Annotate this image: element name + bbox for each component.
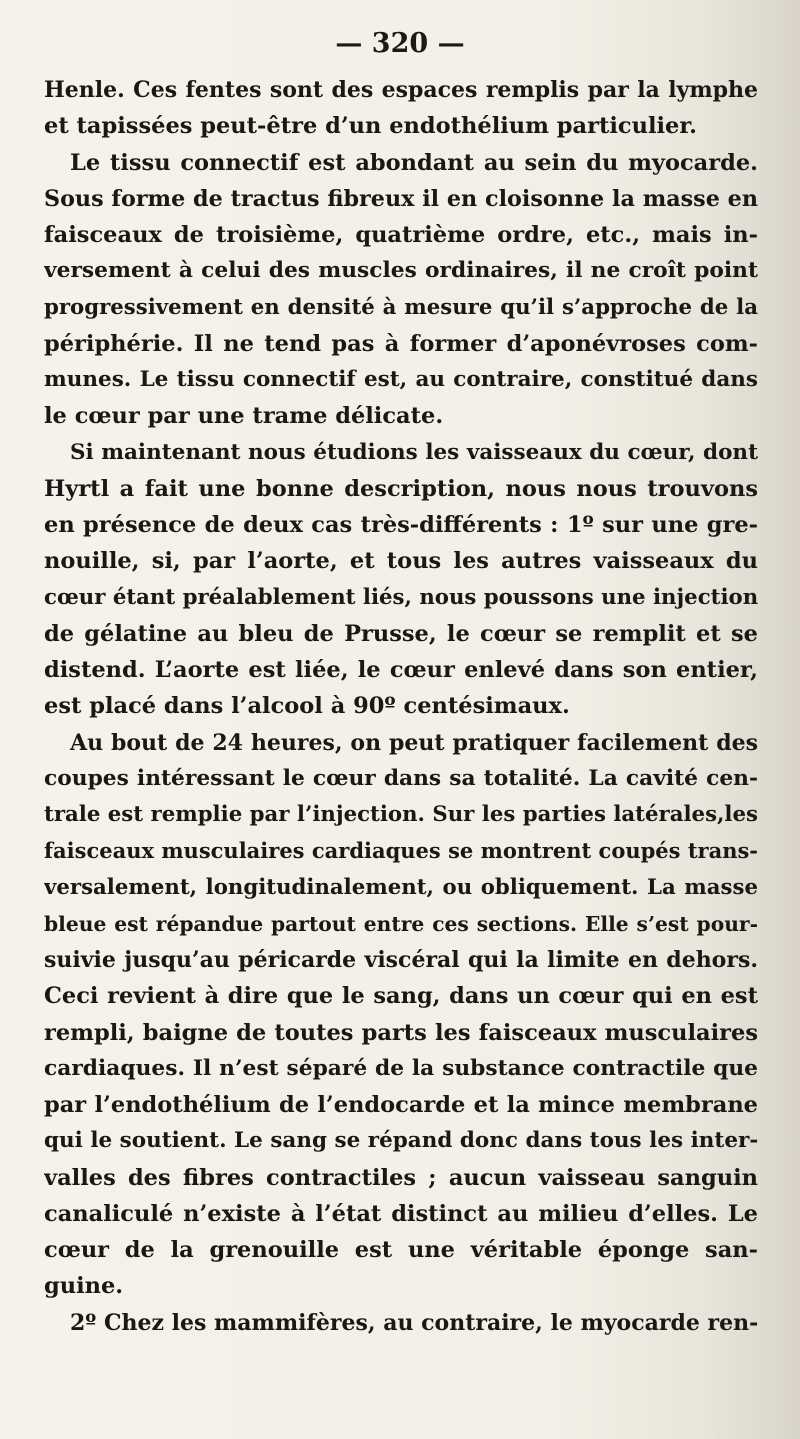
text-line: Ceci revient à dire que le sang, dans un cœur qui en est bbox=[44, 983, 758, 1010]
text-line: versalement, longitudinalement, ou obliquement. La masse bbox=[44, 874, 758, 900]
text-line: en présence de deux cas très-différents : 1º sur une gre- bbox=[44, 512, 758, 538]
text-line: progressivement en densité à mesure qu’il s’approche de la bbox=[44, 294, 758, 320]
text-line: Si maintenant nous étudions les vaisseaux du cœur, dont bbox=[70, 439, 758, 465]
text-line: rempli, baigne de toutes parts les faisceaux musculaires bbox=[44, 1019, 758, 1046]
text-line: cœur étant préalablement liés, nous poussons une injection bbox=[44, 584, 758, 610]
body-text bbox=[44, 72, 758, 1341]
text-line: trale est remplie par l’injection. Sur les parties latérales,les bbox=[44, 802, 758, 827]
text-line: périphérie. Il ne tend pas à former d’aponévroses com- bbox=[44, 330, 758, 357]
text-line: suivie jusqu’au péricarde viscéral qui la limite en dehors. bbox=[44, 947, 758, 973]
text-line: faisceaux musculaires cardiaques se montrent coupés trans- bbox=[44, 838, 758, 864]
text-line: guine. bbox=[44, 1273, 124, 1300]
text-line: Le tissu connectif est abondant au sein du myocarde. bbox=[70, 149, 758, 176]
text-line: et tapissées peut-être d’un endothélium particulier. bbox=[44, 113, 697, 140]
text-line: faisceaux de troisième, quatrième ordre, etc., mais in- bbox=[44, 222, 758, 248]
page-number: — 320 — bbox=[335, 28, 465, 59]
text-line: versement à celui des muscles ordinaires, il ne croît point bbox=[44, 258, 758, 284]
text-line: nouille, si, par l’aorte, et tous les autres vaisseaux du bbox=[44, 548, 758, 575]
text-line: cœur de la grenouille est une véritable éponge san- bbox=[44, 1237, 758, 1263]
text-line: munes. Le tissu connectif est, au contraire, constitué dans bbox=[44, 367, 758, 392]
text-line: valles des fibres contractiles ; aucun vaisseau sanguin bbox=[44, 1164, 758, 1191]
text-line: coupes intéressant le cœur dans sa totalité. La cavité cen- bbox=[44, 765, 758, 791]
text-line: de gélatine au bleu de Prusse, le cœur se remplit et se bbox=[44, 620, 758, 647]
text-line: cardiaques. Il n’est séparé de la substance contractile que bbox=[44, 1055, 758, 1081]
text-line: le cœur par une trame délicate. bbox=[44, 403, 444, 430]
text-line: est placé dans l’alcool à 90º centésimaux. bbox=[44, 693, 570, 720]
text-line: Au bout de 24 heures, on peut pratiquer facilement des bbox=[70, 729, 758, 756]
text-line: qui le soutient. Le sang se répand donc dans tous les inter- bbox=[44, 1128, 758, 1154]
text-line: 2º Chez les mammifères, au contraire, le myocarde ren- bbox=[70, 1309, 758, 1336]
text-line: par l’endothélium de l’endocarde et la mince membrane bbox=[44, 1092, 758, 1118]
text-line: Hyrtl a fait une bonne description, nous nous trouvons bbox=[44, 475, 758, 502]
text-line: distend. L’aorte est liée, le cœur enlevé dans son entier, bbox=[44, 657, 758, 683]
text-line: Sous forme de tractus fibreux il en cloisonne la masse en bbox=[44, 185, 758, 212]
text-line: bleue est répandue partout entre ces sections. Elle s’est pour- bbox=[44, 911, 758, 936]
text-line: Henle. Ces fentes sont des espaces remplis par la lymphe bbox=[44, 77, 758, 103]
text-line: canaliculé n’existe à l’état distinct au milieu d’elles. Le bbox=[44, 1200, 758, 1227]
